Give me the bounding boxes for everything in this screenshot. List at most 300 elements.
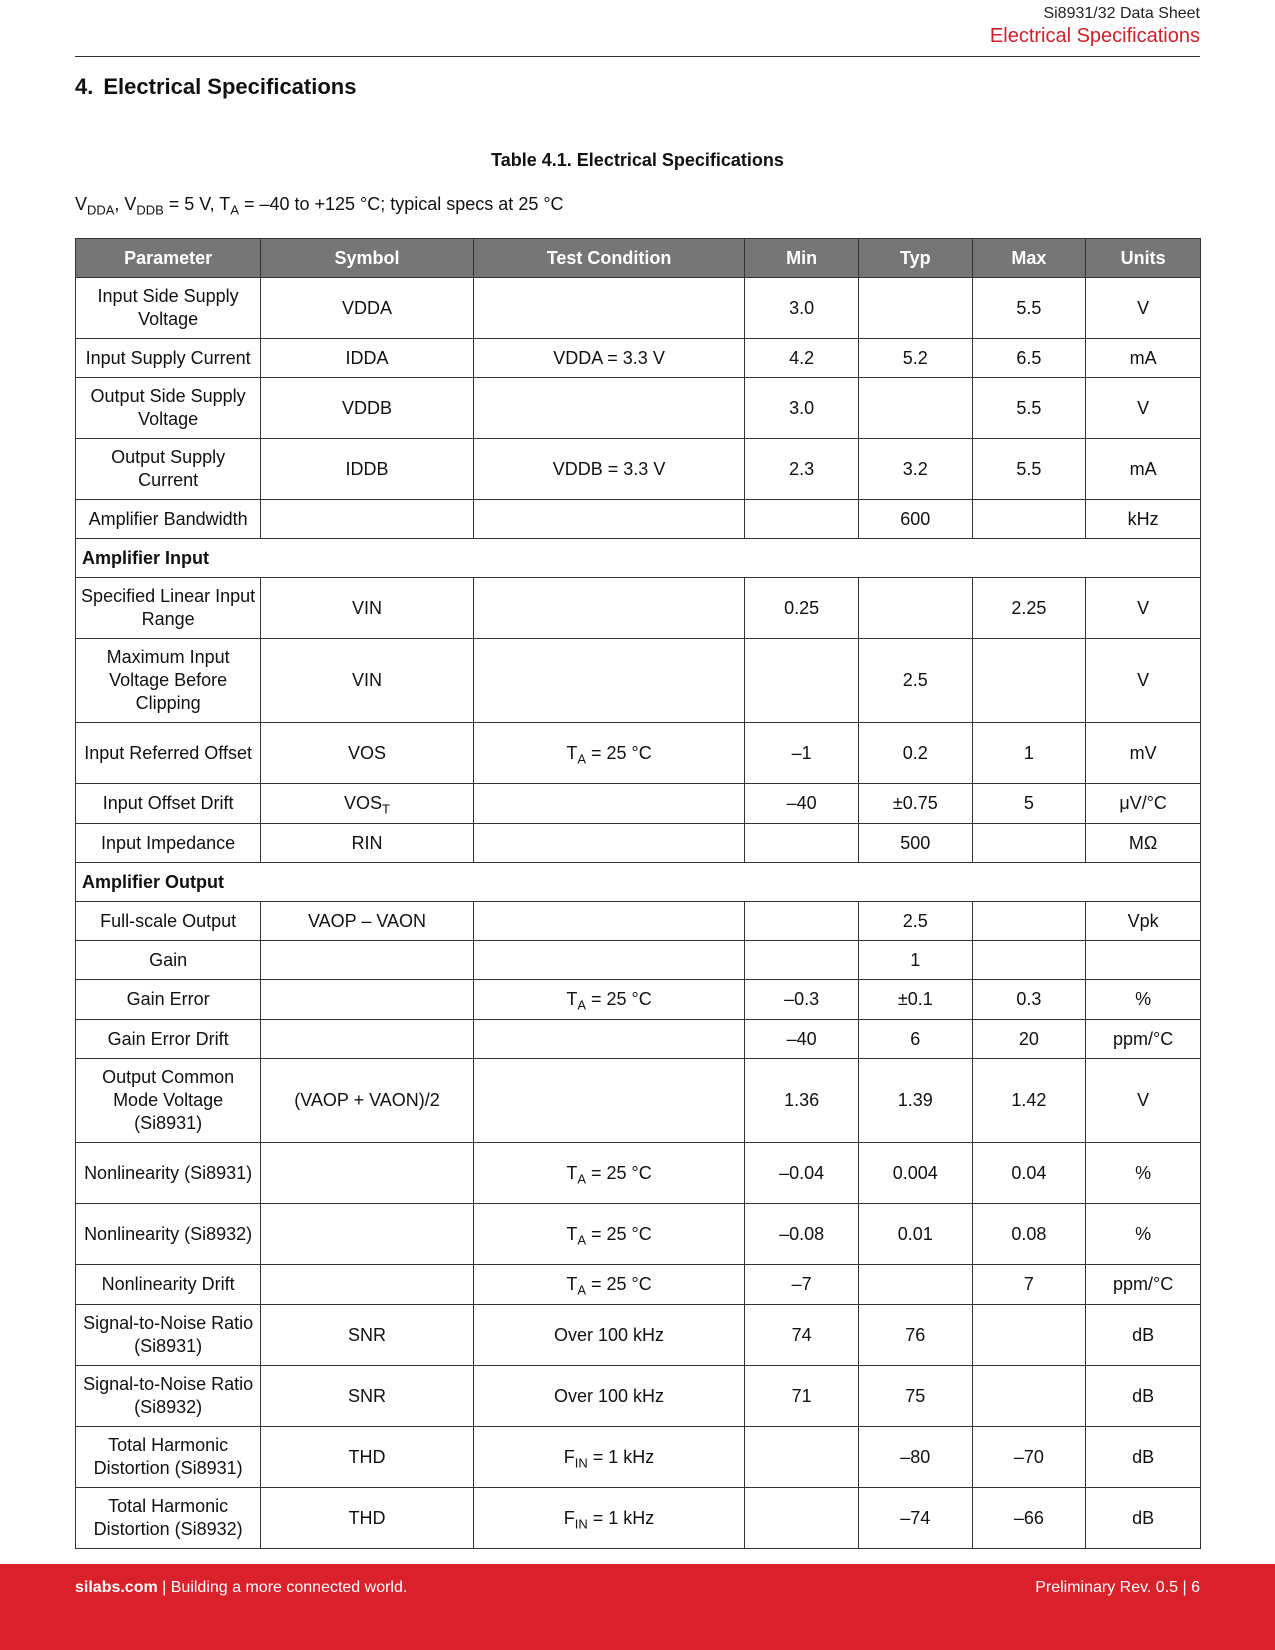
table-row (76, 941, 1201, 980)
cell-parameter (76, 378, 261, 439)
cell-min (745, 1059, 859, 1143)
cell-symbol-text: VIN (352, 597, 383, 618)
cell-test-condition (473, 784, 745, 824)
footer-left (75, 1579, 407, 1597)
cell-typ (858, 278, 972, 339)
cell-typ-text: 600 (900, 508, 931, 529)
cell-typ (858, 1143, 972, 1204)
cell-max (972, 723, 1086, 784)
table-row (76, 378, 1201, 439)
cell-min-text: 74 (791, 1324, 812, 1345)
cell-min (745, 1366, 859, 1427)
cell-units-text: ppm/°C (1113, 1274, 1174, 1294)
col-header-min: Min (745, 239, 859, 278)
cell-test-condition-text: Over 100 kHz (554, 1385, 665, 1406)
cell-max (972, 439, 1086, 500)
cell-units-text: dB (1132, 1446, 1155, 1467)
cell-test-condition-tail: = 25 °C (586, 1223, 652, 1244)
cell-parameter (76, 278, 261, 339)
cell-max-text: –70 (1013, 1446, 1044, 1467)
cell-parameter (76, 980, 261, 1020)
cell-units-text: mV (1129, 742, 1157, 763)
cell-typ-text: 0.01 (897, 1223, 933, 1244)
cell-typ (858, 500, 972, 539)
cell-typ (858, 784, 972, 824)
table-row (76, 1366, 1201, 1427)
cell-units (1086, 500, 1201, 539)
cell-test-condition (473, 824, 745, 863)
cell-parameter-text: Output Side Supply Voltage (90, 386, 246, 429)
cell-symbol (261, 941, 474, 980)
spec-table (75, 238, 1201, 1549)
cell-units (1086, 1059, 1201, 1143)
table-header-row (76, 239, 1201, 278)
cell-symbol (261, 902, 474, 941)
cell-parameter (76, 941, 261, 980)
table-conditions (75, 194, 564, 218)
col-header-parameter: Parameter (76, 239, 261, 278)
cond-text: V (75, 194, 88, 214)
table-row (76, 824, 1201, 863)
cell-parameter-text: Input Side Supply Voltage (97, 286, 239, 329)
cell-test-condition (473, 1265, 745, 1305)
cell-parameter (76, 723, 261, 784)
cell-symbol (261, 1488, 474, 1549)
cell-typ (858, 439, 972, 500)
cell-max-text: 6.5 (1016, 347, 1042, 368)
cell-test-condition (473, 941, 745, 980)
cell-test-condition-text: T (566, 1274, 578, 1294)
cell-min-text: 1.36 (784, 1090, 820, 1110)
cell-test-condition-text: T (566, 742, 578, 763)
cond-sub: DDA (87, 202, 115, 218)
cell-min (745, 578, 859, 639)
cell-typ (858, 723, 972, 784)
cell-parameter (76, 1305, 261, 1366)
cell-typ (858, 1366, 972, 1427)
cell-test-condition-tail: = 25 °C (586, 742, 652, 763)
cell-parameter-text: Gain Error Drift (107, 1028, 229, 1049)
cell-max (972, 1204, 1086, 1265)
cell-parameter-text: Full-scale Output (100, 910, 237, 931)
cell-units (1086, 1204, 1201, 1265)
header-doc-title: Si8931/32 Data Sheet (1043, 5, 1200, 22)
cell-typ (858, 378, 972, 439)
cell-typ (858, 1204, 972, 1265)
cell-test-condition (473, 980, 745, 1020)
section-number: 4. (75, 74, 94, 99)
cell-parameter-text: Input Supply Current (85, 347, 251, 368)
cell-max (972, 500, 1086, 539)
cell-typ-text: 5.2 (902, 347, 928, 368)
cell-units (1086, 1020, 1201, 1059)
cell-test-condition (473, 339, 745, 378)
cell-max (972, 339, 1086, 378)
cell-units-text: dB (1132, 1507, 1155, 1528)
table-row (76, 1204, 1201, 1265)
cell-units (1086, 1265, 1201, 1305)
cell-max-text: 5.5 (1016, 458, 1042, 479)
cell-parameter-text: Nonlinearity (Si8932) (84, 1223, 253, 1244)
cell-units-text: kHz (1127, 508, 1159, 529)
table-title: Table 4.1. Electrical Specifications (491, 150, 784, 170)
cell-test-condition (473, 1305, 745, 1366)
cell-max (972, 1366, 1086, 1427)
cell-test-condition-text: VDDB = 3.3 V (552, 458, 666, 479)
cell-typ (858, 1305, 972, 1366)
cell-test-condition (473, 1143, 745, 1204)
cell-max (972, 941, 1086, 980)
cell-symbol-text: RIN (351, 832, 383, 853)
cell-test-condition (473, 1020, 745, 1059)
header-divider (75, 56, 1200, 57)
cell-units (1086, 902, 1201, 941)
cell-parameter-text: Input Impedance (101, 832, 236, 853)
cell-symbol (261, 723, 474, 784)
cell-test-condition (473, 1488, 745, 1549)
cell-parameter-text: Total Harmonic Distortion (Si8932) (93, 1496, 243, 1539)
cell-max (972, 1059, 1086, 1143)
cell-test-condition (473, 1427, 745, 1488)
cell-test-condition-subscript: A (577, 1232, 586, 1248)
cell-min (745, 1020, 859, 1059)
cell-test-condition-text: Over 100 kHz (554, 1324, 665, 1345)
cell-parameter-text: Signal-to-Noise Ratio (Si8931) (83, 1313, 254, 1356)
cell-min (745, 500, 859, 539)
cell-min (745, 784, 859, 824)
table-row (76, 1059, 1201, 1143)
cell-typ-text: 76 (905, 1324, 926, 1345)
cell-parameter (76, 578, 261, 639)
cell-min (745, 1427, 859, 1488)
cell-max (972, 578, 1086, 639)
cell-symbol-text: THD (348, 1507, 386, 1528)
table-row (76, 1143, 1201, 1204)
cell-units-text: μV/°C (1119, 793, 1167, 813)
cell-test-condition (473, 500, 745, 539)
section-label: Amplifier Output (76, 863, 1201, 902)
cell-min (745, 1305, 859, 1366)
table-section-row (76, 539, 1201, 578)
table-row (76, 278, 1201, 339)
cell-symbol-text: (VAOP + VAON)/2 (294, 1090, 440, 1110)
cell-test-condition-subscript: IN (574, 1455, 588, 1471)
cell-units (1086, 278, 1201, 339)
cond-text: = –40 to +125 °C; typical specs at 25 °C (238, 194, 564, 214)
cell-min-text: 3.0 (789, 397, 815, 418)
cell-max-text: 0.04 (1011, 1162, 1047, 1183)
cell-symbol (261, 1366, 474, 1427)
cell-symbol-text: IDDA (345, 347, 389, 368)
cell-units-text: V (1137, 1090, 1150, 1110)
cond-text: , V (114, 194, 137, 214)
cell-min (745, 902, 859, 941)
cell-test-condition (473, 378, 745, 439)
header-section-title: Electrical Specifications (989, 25, 1200, 47)
cell-test-condition-subscript: A (577, 1171, 586, 1187)
table-row (76, 1427, 1201, 1488)
cell-min (745, 980, 859, 1020)
table-row (76, 784, 1201, 824)
cell-test-condition-tail: = 25 °C (586, 1162, 652, 1183)
cell-max-text: 1.42 (1011, 1090, 1047, 1110)
cell-units-text: V (1137, 670, 1150, 690)
cell-parameter-text: Output Supply Current (111, 447, 226, 490)
cell-parameter (76, 339, 261, 378)
cell-typ (858, 1488, 972, 1549)
cell-parameter-text: Output Common Mode Voltage (Si8931) (102, 1067, 235, 1133)
cell-units-text: ppm/°C (1113, 1028, 1174, 1049)
cell-units (1086, 1488, 1201, 1549)
cell-units (1086, 784, 1201, 824)
col-header-test-condition: Test Condition (473, 239, 745, 278)
cell-typ-text: 75 (905, 1385, 926, 1406)
cell-max (972, 1305, 1086, 1366)
cell-max (972, 639, 1086, 723)
cell-parameter (76, 1265, 261, 1305)
cell-max (972, 1265, 1086, 1305)
cell-min (745, 339, 859, 378)
table-row (76, 639, 1201, 723)
cell-units (1086, 941, 1201, 980)
cell-max-text: 5.5 (1016, 297, 1042, 318)
cell-units (1086, 1366, 1201, 1427)
cell-test-condition (473, 278, 745, 339)
cell-typ-text: –80 (900, 1446, 931, 1467)
cell-test-condition-tail: = 25 °C (586, 1274, 652, 1294)
cell-test-condition-subscript: A (577, 997, 586, 1013)
cell-test-condition-text: T (566, 1162, 578, 1183)
cell-symbol-text: VDDB (342, 397, 393, 418)
cell-units-text: V (1137, 297, 1150, 318)
cell-parameter (76, 1143, 261, 1204)
cell-units (1086, 824, 1201, 863)
cell-typ-text: 1.39 (897, 1090, 933, 1110)
cell-typ-text: 0.2 (902, 742, 928, 763)
footer-tagline: | Building a more connected world. (157, 1579, 408, 1596)
cell-symbol-text: THD (348, 1446, 386, 1467)
cell-max-text: 5.5 (1016, 397, 1042, 418)
cell-units (1086, 639, 1201, 723)
cell-test-condition (473, 723, 745, 784)
col-header-typ: Typ (858, 239, 972, 278)
cell-parameter-text: Amplifier Bandwidth (88, 508, 248, 529)
cell-parameter-text: Gain (149, 949, 188, 970)
cell-units-text: Vpk (1127, 910, 1159, 931)
cell-test-condition (473, 439, 745, 500)
cell-parameter (76, 500, 261, 539)
cell-test-condition (473, 639, 745, 723)
cell-test-condition-subscript: IN (574, 1516, 588, 1532)
cell-test-condition (473, 1059, 745, 1143)
cell-symbol (261, 278, 474, 339)
cell-units (1086, 1427, 1201, 1488)
cell-max (972, 1143, 1086, 1204)
cond-sub: A (230, 202, 239, 218)
cell-parameter (76, 439, 261, 500)
cell-min (745, 1204, 859, 1265)
cell-min (745, 824, 859, 863)
cell-min (745, 439, 859, 500)
cell-symbol (261, 639, 474, 723)
cell-parameter-text: Nonlinearity (Si8931) (84, 1162, 253, 1183)
cell-min-text: 0.25 (784, 597, 820, 618)
cell-test-condition-subscript: A (577, 1282, 586, 1298)
col-header-symbol: Symbol (261, 239, 474, 278)
col-header-max: Max (972, 239, 1086, 278)
cell-symbol (261, 1427, 474, 1488)
cell-typ-text: ±0.75 (892, 793, 938, 813)
cell-parameter-text: Maximum Input Voltage Before Clipping (106, 647, 230, 713)
cell-symbol (261, 1305, 474, 1366)
cond-sub: DDB (136, 202, 164, 218)
cell-symbol-text: IDDB (345, 458, 389, 479)
cell-test-condition (473, 1366, 745, 1427)
cell-units (1086, 578, 1201, 639)
cell-parameter-text: Signal-to-Noise Ratio (Si8932) (83, 1374, 254, 1417)
cell-min-text: –0.04 (779, 1162, 825, 1183)
footer-bar (0, 1564, 1275, 1650)
table-row (76, 902, 1201, 941)
cell-test-condition-text: T (566, 1223, 578, 1244)
cell-typ (858, 1020, 972, 1059)
cell-min-text: 4.2 (789, 347, 815, 368)
table-row (76, 723, 1201, 784)
cell-min-text: –0.08 (779, 1223, 825, 1244)
cell-max (972, 902, 1086, 941)
table-row (76, 1488, 1201, 1549)
table-section-row (76, 863, 1201, 902)
cond-text: = 5 V, T (163, 194, 231, 214)
table-row (76, 1020, 1201, 1059)
cell-symbol-text: VOS (348, 742, 387, 763)
cell-test-condition-tail: = 1 kHz (587, 1446, 655, 1467)
cell-test-condition-text: T (566, 989, 578, 1009)
cell-units (1086, 723, 1201, 784)
cell-min-text: 71 (791, 1385, 812, 1406)
table-body (76, 278, 1201, 1549)
section-label: Amplifier Input (76, 539, 1201, 578)
cell-min-text: –40 (786, 793, 817, 813)
cell-units (1086, 980, 1201, 1020)
cell-symbol (261, 439, 474, 500)
cell-typ-text: 6 (910, 1028, 921, 1049)
cell-typ (858, 1059, 972, 1143)
cell-min (745, 1143, 859, 1204)
cell-parameter-text: Total Harmonic Distortion (Si8931) (93, 1435, 243, 1478)
cell-symbol-text: VDDA (342, 297, 393, 318)
cell-test-condition (473, 1204, 745, 1265)
cell-min-text: –0.3 (784, 989, 820, 1009)
cell-test-condition-subscript: A (577, 751, 586, 767)
cell-parameter (76, 1366, 261, 1427)
cell-max-text: 20 (1018, 1028, 1039, 1049)
table-row (76, 339, 1201, 378)
cell-parameter-text: Gain Error (126, 989, 210, 1009)
section-title: Electrical Specifications (103, 74, 357, 99)
cell-symbol (261, 378, 474, 439)
cell-min (745, 723, 859, 784)
cell-max-text: 0.08 (1011, 1223, 1047, 1244)
cell-units-text: MΩ (1128, 832, 1158, 853)
cell-max-text: 5 (1023, 793, 1034, 813)
cell-test-condition-text: F (563, 1507, 575, 1528)
cell-units-text: mA (1129, 458, 1157, 479)
cell-units-text: V (1137, 597, 1150, 618)
cell-parameter (76, 1059, 261, 1143)
cell-symbol (261, 500, 474, 539)
cell-symbol (261, 1265, 474, 1305)
cell-units-text: % (1135, 1223, 1152, 1244)
cell-units (1086, 1143, 1201, 1204)
cell-typ (858, 824, 972, 863)
section-heading (75, 74, 356, 100)
cell-min (745, 1488, 859, 1549)
col-header-units: Units (1086, 239, 1201, 278)
cell-units-text: V (1137, 397, 1150, 418)
cell-test-condition-tail: = 1 kHz (587, 1507, 655, 1528)
cell-test-condition-text: F (563, 1446, 575, 1467)
cell-parameter-text: Input Referred Offset (84, 742, 252, 763)
cell-symbol (261, 1020, 474, 1059)
cell-max (972, 1020, 1086, 1059)
cell-parameter (76, 1020, 261, 1059)
table-row (76, 500, 1201, 539)
table-row (76, 980, 1201, 1020)
cell-max-text: 1 (1023, 742, 1034, 763)
cell-symbol-subscript: T (382, 801, 390, 817)
cell-min-text: –40 (786, 1028, 817, 1049)
cell-units-text: mA (1129, 347, 1157, 368)
cell-test-condition-text: VDDA = 3.3 V (553, 347, 665, 368)
cell-typ-text: 2.5 (902, 910, 928, 931)
cell-parameter (76, 902, 261, 941)
cell-typ (858, 578, 972, 639)
cell-symbol (261, 980, 474, 1020)
cell-units (1086, 378, 1201, 439)
cell-parameter (76, 824, 261, 863)
cell-typ (858, 639, 972, 723)
cell-typ (858, 902, 972, 941)
cell-max (972, 1427, 1086, 1488)
cell-test-condition-tail: = 25 °C (586, 989, 652, 1009)
cell-units-text: dB (1132, 1324, 1155, 1345)
cell-min-text: –7 (791, 1274, 812, 1294)
cell-symbol-text: VAOP – VAON (307, 910, 427, 931)
cell-min-text: –1 (791, 742, 812, 763)
cell-min (745, 941, 859, 980)
cell-typ-text: –74 (900, 1507, 931, 1528)
cell-symbol (261, 824, 474, 863)
cell-parameter-text: Input Offset Drift (102, 793, 234, 813)
cell-typ (858, 980, 972, 1020)
cell-typ-text: 1 (910, 949, 921, 970)
cell-max-text: 2.25 (1011, 597, 1047, 618)
cell-test-condition (473, 902, 745, 941)
cell-symbol-text: SNR (348, 1324, 387, 1345)
cell-units (1086, 339, 1201, 378)
cell-max (972, 980, 1086, 1020)
cell-symbol (261, 339, 474, 378)
cell-parameter-text: Nonlinearity Drift (101, 1274, 235, 1294)
cell-max-text: –66 (1013, 1507, 1044, 1528)
cell-typ (858, 1427, 972, 1488)
footer-site-link[interactable]: silabs.com (75, 1579, 158, 1596)
cell-min (745, 378, 859, 439)
cell-symbol (261, 1059, 474, 1143)
cell-typ (858, 941, 972, 980)
cell-symbol-text: VIN (352, 670, 383, 690)
